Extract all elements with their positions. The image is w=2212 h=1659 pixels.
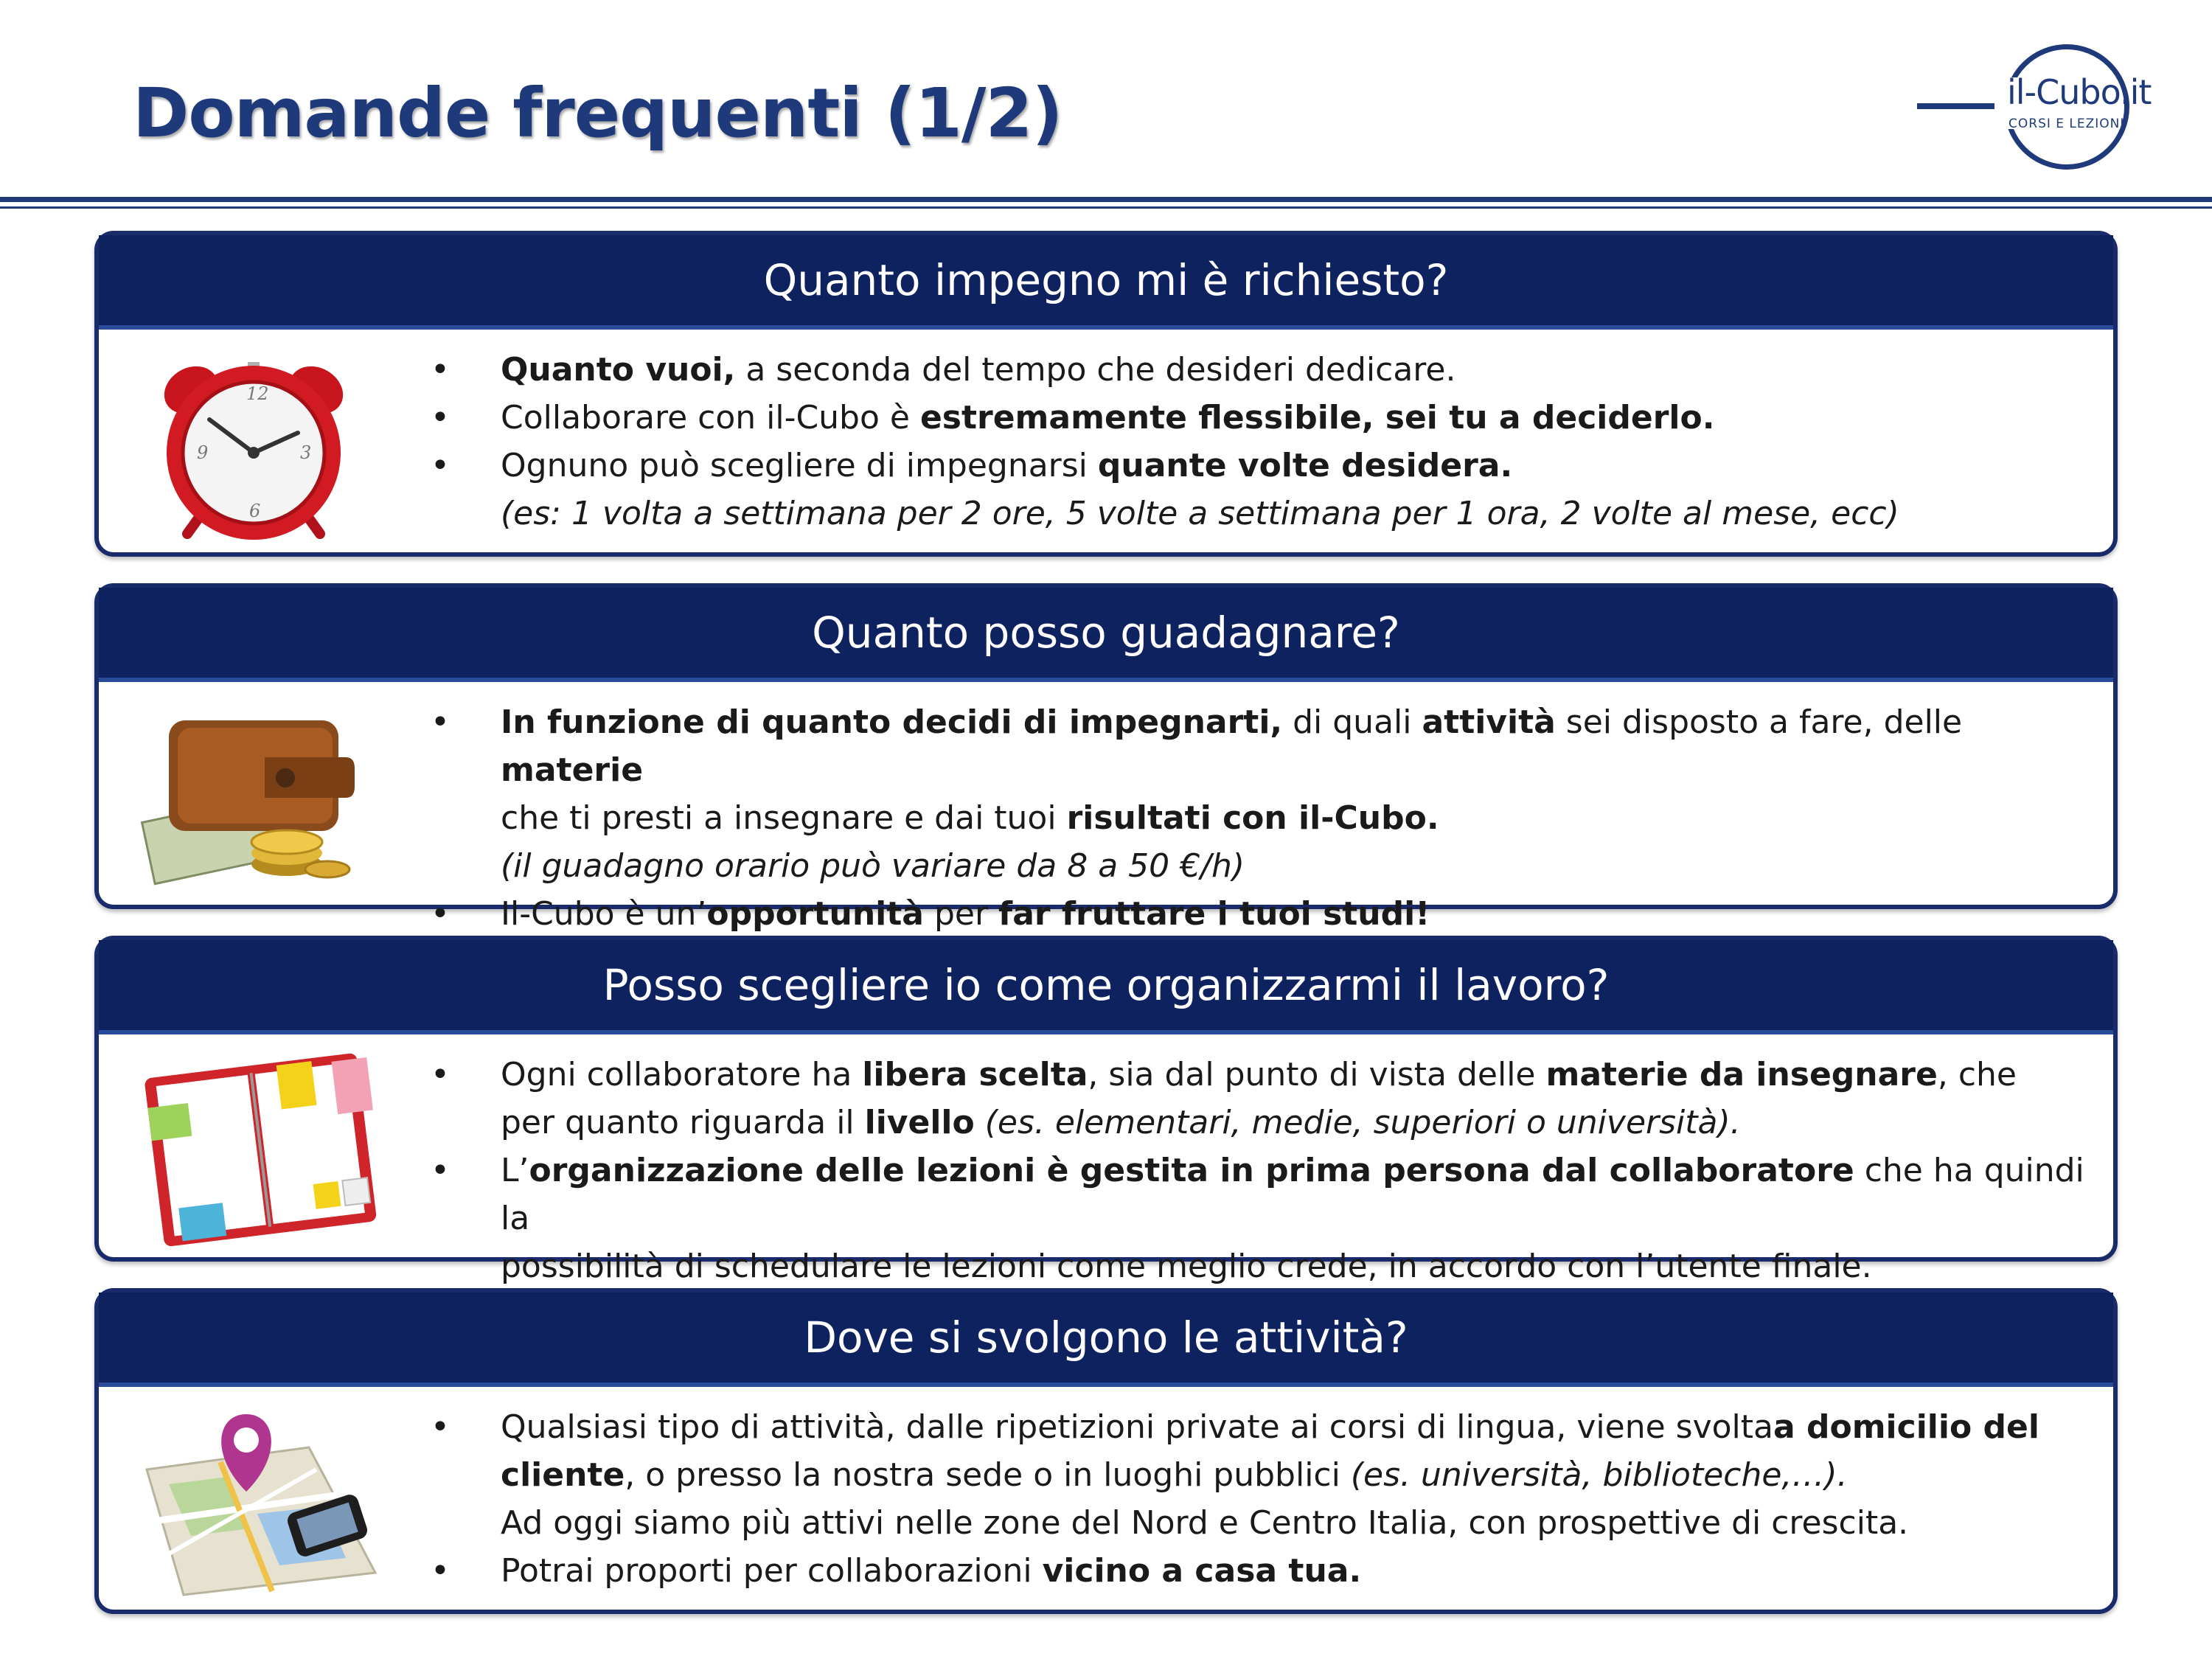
faq-answer	[408, 1403, 2091, 1595]
logo	[1917, 44, 2160, 173]
faq-question: Quanto posso guadagnare?	[99, 588, 2113, 682]
faq-answer	[408, 1051, 2091, 1290]
example-note: (es: 1 volta a settimana per 2 ore, 5 volte a settimana per 1 ora, 2 volte al mese, ecc)	[501, 495, 1899, 532]
bullet-continuation: per quanto riguarda il livello (es. elementari, medie, superiori o università).	[501, 1104, 1741, 1141]
faq-card-luogo	[94, 1288, 2118, 1614]
faq-answer	[408, 698, 2091, 938]
bullet-item: • Potrai proporti per collaborazioni vicino a casa tua.	[408, 1547, 2091, 1595]
bullet-continuation: cliente, o presso la nostra sede o in luoghi pubblici (es. università, biblioteche,…).	[501, 1456, 1848, 1494]
bullet-item: • Collaborare con il-Cubo è estremamente flessibile, sei tu a deciderlo.	[408, 394, 2091, 442]
bullet-continuation: Ad oggi siamo più attivi nelle zone del Nord e Centro Italia, con prospettive di crescita.	[501, 1504, 1909, 1542]
faq-question: Quanto impegno mi è richiesto?	[99, 235, 2113, 330]
svg-text:9: 9	[197, 442, 209, 463]
wallet-icon	[139, 698, 375, 897]
bullet-continuation: che ti presti a insegnare e dai tuoi risultati con il-Cubo.	[501, 799, 1439, 837]
faq-answer	[408, 346, 2091, 538]
faq-card-guadagno	[94, 583, 2118, 933]
faq-card-organizzazione	[94, 936, 2118, 1285]
faq-question: Posso scegliere io come organizzarmi il lavoro?	[99, 940, 2113, 1034]
page-title: Domande frequenti (1/2)	[133, 74, 1062, 153]
svg-text:6: 6	[249, 501, 261, 521]
logo-bar	[1917, 103, 1997, 109]
example-note: (il guadagno orario può variare da 8 a 50 €/h)	[501, 847, 1245, 885]
bullet-item: • Ognuno può scegliere di impegnarsi quante volte desidera.	[408, 442, 2091, 490]
bullet-item: • Il-Cubo è un’opportunità per far fruttare i tuoi studi!	[408, 890, 2091, 938]
faq-card-impegno	[94, 231, 2118, 557]
bullet-continuation: possibilità di schedulare le lezioni come meglio crede, in accordo con l’utente finale.	[501, 1248, 1872, 1285]
map-pin-icon	[139, 1403, 375, 1602]
bullet-item: • In funzione di quanto decidi di impegnarti, di quali attività sei disposto a fare, delle materie	[408, 698, 2091, 794]
header-rule	[0, 197, 2212, 202]
svg-text:3: 3	[300, 442, 312, 463]
svg-text:12: 12	[246, 383, 269, 404]
bullet-item: • Qualsiasi tipo di attività, dalle ripetizioni private ai corsi di lingua, viene svoltaa domicilio del	[408, 1403, 2091, 1451]
logo-subtitle: CORSI E LEZIONI	[2008, 116, 2125, 131]
bullet-item: • Quanto vuoi, a seconda del tempo che desideri dedicare.	[408, 346, 2091, 394]
bullet-item: • Ogni collaboratore ha libera scelta, sia dal punto di vista delle materie da insegnare, che	[408, 1051, 2091, 1099]
bullet-item: • L’organizzazione delle lezioni è gestita in prima persona dal collaboratore che ha quindi la	[408, 1147, 2091, 1242]
faq-question: Dove si svolgono le attività?	[99, 1293, 2113, 1387]
alarm-clock-icon	[139, 346, 375, 545]
header-rule-thin	[0, 206, 2212, 209]
planner-icon	[139, 1051, 375, 1250]
logo-text: il-Cubo.it	[2007, 72, 2152, 112]
